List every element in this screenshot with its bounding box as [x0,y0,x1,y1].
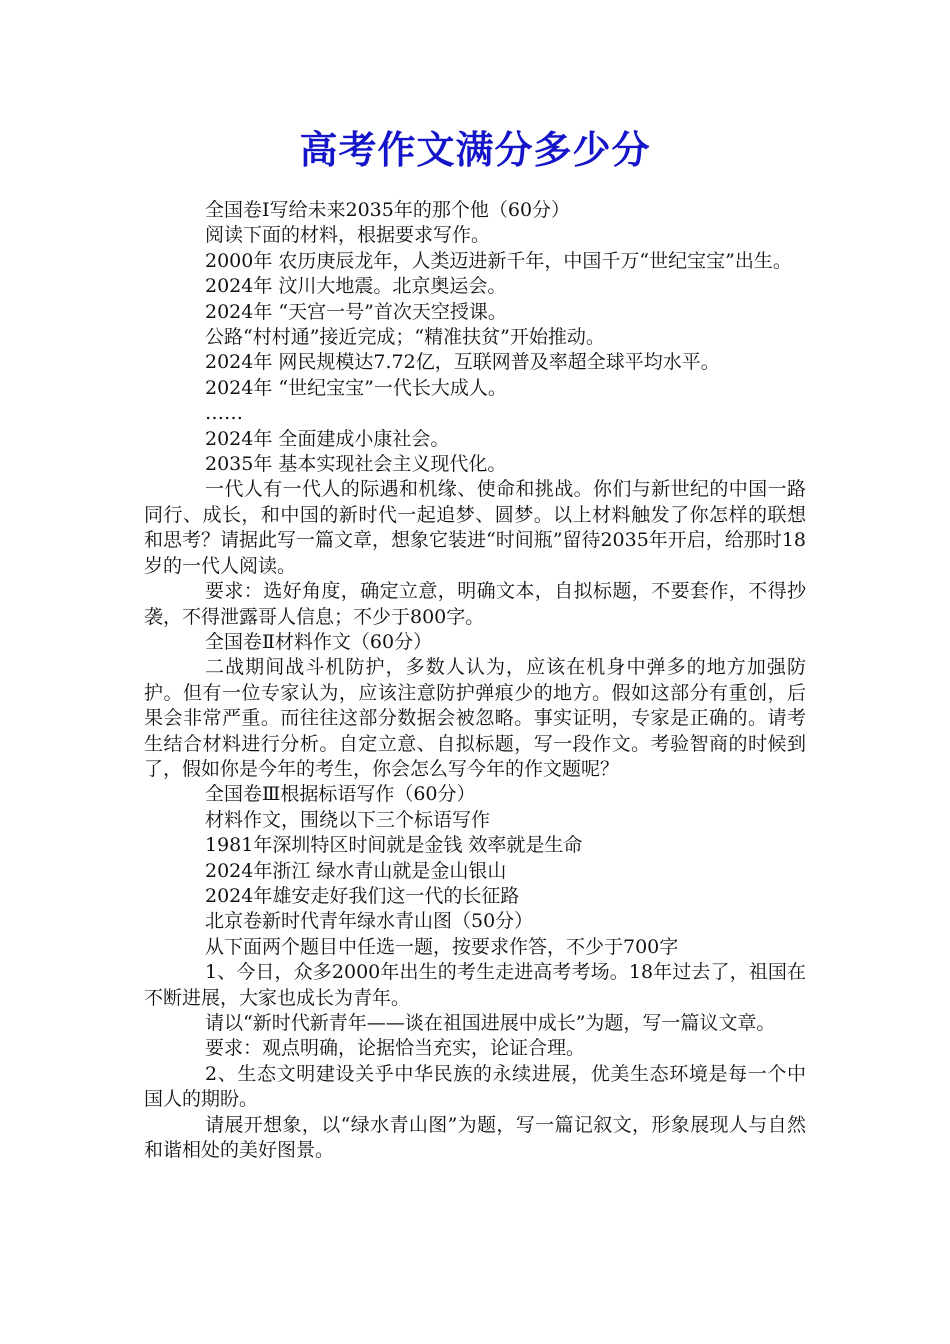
paragraph: 2035年 基本实现社会主义现代化。 [205,453,507,476]
paragraph: 全国卷Ⅰ写给未来2035年的那个他（60分） [205,199,571,221]
paragraph: 2024年 网民规模达7.72亿，互联网普及率超全球平均水平。 [205,351,720,374]
paragraph: 1981年深圳特区时间就是金钱 效率就是生命 [205,834,583,857]
paragraph: 2024年 全面建成小康社会。 [205,427,450,450]
paragraph: 一代人有一代人的际遇和机缘、使命和挑战。你们与新世纪的中国一路同行、成长，和中国的新时代一起追梦、圆梦。以上材料触发了你怎样的联想和思考？请据此写一篇文章，想象它装进“时间瓶”留待2035年开启，给那时18岁的一代人阅读。 [144,478,806,577]
paragraph: 1、今日，众多2000年出生的考生走进高考考场。18年过去了，祖国在不断进展，大家也成长为青年。 [144,961,806,1009]
paragraph: 2000年 农历庚辰龙年，人类迈进新千年，中国千万“世纪宝宝”出生。 [205,249,792,272]
paragraph: 公路“村村通”接近完成；“精准扶贫”开始推动。 [205,326,605,349]
paragraph: 二战期间战斗机防护，多数人认为，应该在机身中弹多的地方加强防护。但有一位专家认为，应该注意防护弹痕少的地方。假如这部分有重创，后果会非常严重。而往往这部分数据会被忽略。事实证明，专家是正确的。请考生结合材料进行分析。自定立意、自拟标题，写一段作文。考验智商的时候到了，假如你是今年的考生，你会怎么写今年的作文题呢？ [144,656,806,780]
paragraph: …… [205,402,243,425]
paragraph: 2、生态文明建设关乎中华民族的永续进展，优美生态环境是每一个中国人的期盼。 [144,1062,806,1111]
paragraph: 请以“新时代新青年——谈在祖国进展中成长”为题，写一篇议文章。 [205,1012,776,1034]
document-title: 高考作文满分多少分 [299,128,651,172]
paragraph: 全国卷Ⅱ材料作文（60分） [205,630,433,653]
paragraph: 2024年 “天宫一号”首次天空授课。 [205,300,507,323]
paragraph: 2024年浙江 绿水青山就是金山银山 [205,859,507,882]
paragraph: 阅读下面的材料，根据要求写作。 [205,224,491,247]
paragraph: 全国卷Ⅲ根据标语写作（60分） [205,783,476,806]
paragraph: 请展开想象，以“绿水青山图”为题，写一篇记叙文，形象展现人与自然和谐相处的美好图景。 [144,1113,806,1162]
paragraph: 2024年 “世纪宝宝”一代长大成人。 [205,376,507,399]
paragraph: 从下面两个题目中任选一题，按要求作答，不少于700字 [205,935,679,958]
paragraph: 要求：观点明确，论据恰当充实，论证合理。 [205,1037,586,1060]
document-body [144,198,806,1163]
paragraph: 材料作文，围绕以下三个标语写作 [205,808,491,831]
paragraph: 2024年 汶川大地震。北京奥运会。 [205,275,507,298]
paragraph: 要求：选好角度，确定立意，明确文本，自拟标题，不要套作，不得抄袭，不得泄露哥人信息；不少于800字。 [144,580,806,628]
paragraph: 2024年雄安走好我们这一代的长征路 [205,884,520,907]
paragraph: 北京卷新时代青年绿水青山图（50分） [205,910,534,933]
